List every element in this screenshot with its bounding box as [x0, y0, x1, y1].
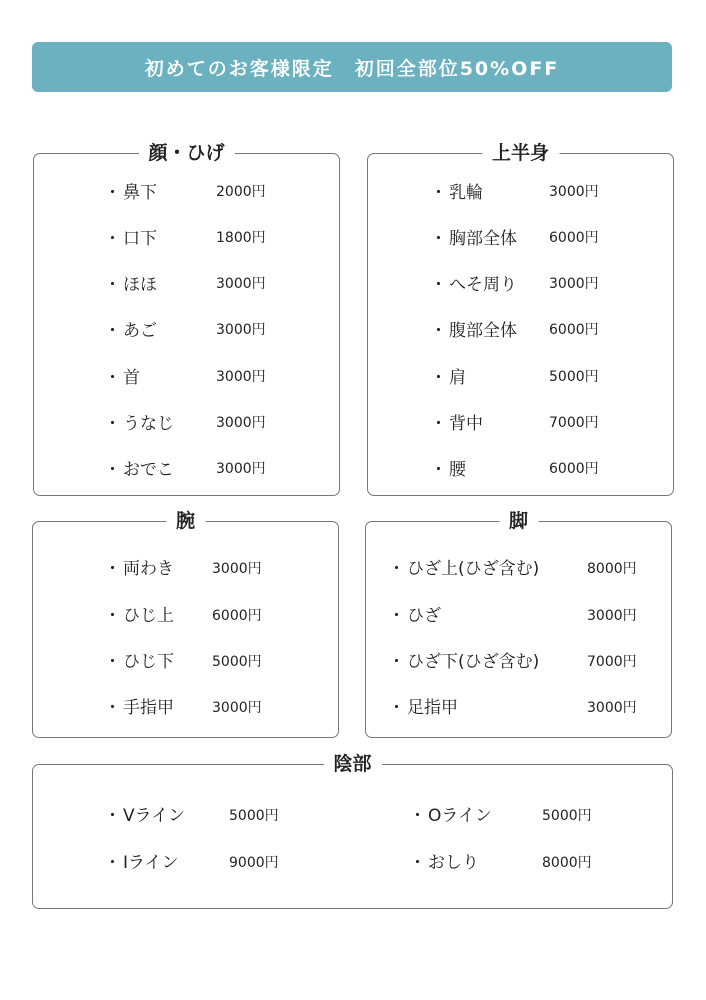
item-price: 3000円 [216, 415, 266, 431]
item-price: 7000円 [587, 654, 637, 670]
bullet: ・ [409, 853, 426, 873]
item-name: ひざ [407, 606, 441, 626]
bullet: ・ [104, 275, 121, 295]
list-item [104, 409, 174, 434]
list-item [430, 178, 483, 203]
bullet: ・ [104, 606, 121, 626]
item-name: ひざ上(ひざ含む) [407, 559, 540, 579]
list-item [409, 801, 492, 826]
item-name: 両わき [123, 559, 174, 579]
item-name: Oライン [428, 806, 492, 826]
item-name: Vライン [123, 806, 186, 826]
item-price: 1800円 [216, 230, 266, 246]
item-price: 3000円 [587, 700, 637, 716]
item-name: 肩 [449, 368, 466, 388]
item-price: 3000円 [549, 276, 599, 292]
list-item [430, 224, 517, 249]
item-price: 5000円 [549, 369, 599, 385]
item-price: 7000円 [549, 415, 599, 431]
section-title-leg: 脚 [499, 509, 538, 533]
bullet: ・ [430, 460, 447, 480]
section-upper-body [367, 142, 674, 496]
bullet: ・ [104, 698, 121, 718]
list-item [388, 693, 458, 718]
item-price: 2000円 [216, 184, 266, 200]
item-name: 腰 [449, 460, 466, 480]
item-name: 腹部全体 [449, 321, 517, 341]
bullet: ・ [409, 806, 426, 826]
bullet: ・ [430, 321, 447, 341]
item-name: へそ周り [449, 275, 517, 295]
list-item [104, 363, 140, 388]
item-price: 3000円 [212, 700, 262, 716]
list-item [104, 178, 157, 203]
bullet: ・ [104, 321, 121, 341]
item-price: 3000円 [212, 561, 262, 577]
list-item [430, 270, 517, 295]
item-price: 6000円 [549, 322, 599, 338]
list-item [388, 601, 441, 626]
bullet: ・ [104, 414, 121, 434]
section-face [33, 142, 340, 496]
item-name: うなじ [123, 414, 174, 434]
section-title-face: 顔・ひげ [138, 141, 234, 165]
bullet: ・ [104, 853, 121, 873]
list-item [104, 455, 174, 480]
list-item [104, 693, 174, 718]
list-item [388, 554, 539, 579]
bullet: ・ [430, 275, 447, 295]
list-item [104, 270, 157, 295]
item-name: 胸部全体 [449, 229, 517, 249]
item-name: 足指甲 [407, 698, 458, 718]
bullet: ・ [388, 652, 405, 672]
section-leg [365, 510, 672, 738]
bullet: ・ [104, 559, 121, 579]
list-item [104, 647, 174, 672]
section-arm [32, 510, 339, 738]
item-name: 首 [123, 368, 140, 388]
bullet: ・ [104, 652, 121, 672]
bullet: ・ [104, 806, 121, 826]
promo-banner: 初めてのお客様限定 初回全部位50%OFF [32, 42, 672, 92]
item-price: 8000円 [542, 855, 592, 871]
item-name: おでこ [123, 460, 174, 480]
item-name: 乳輪 [449, 183, 483, 203]
item-price: 3000円 [216, 461, 266, 477]
list-item [104, 848, 179, 873]
list-item [104, 316, 157, 341]
bullet: ・ [104, 368, 121, 388]
section-title-arm: 腕 [166, 509, 205, 533]
list-item [430, 455, 466, 480]
item-name: ほほ [123, 275, 157, 295]
item-name: あご [123, 321, 157, 341]
item-price: 5000円 [229, 808, 279, 824]
item-name: 鼻下 [123, 183, 157, 203]
item-price: 3000円 [216, 322, 266, 338]
item-name: 背中 [449, 414, 483, 434]
bullet: ・ [104, 460, 121, 480]
item-price: 8000円 [587, 561, 637, 577]
item-price: 3000円 [549, 184, 599, 200]
item-name: ひじ上 [123, 606, 174, 626]
section-vio [32, 753, 673, 909]
bullet: ・ [104, 229, 121, 249]
bullet: ・ [388, 559, 405, 579]
list-item [409, 848, 479, 873]
list-item [104, 601, 174, 626]
bullet: ・ [430, 229, 447, 249]
section-title-vio: 陰部 [323, 752, 381, 776]
item-name: 手指甲 [123, 698, 174, 718]
list-item [430, 409, 483, 434]
item-price: 6000円 [549, 230, 599, 246]
section-title-upper-body: 上半身 [482, 141, 559, 165]
item-price: 5000円 [212, 654, 262, 670]
item-name: 口下 [123, 229, 157, 249]
list-item [430, 316, 517, 341]
item-name: ひざ下(ひざ含む) [407, 652, 540, 672]
item-price: 6000円 [212, 608, 262, 624]
item-price: 9000円 [229, 855, 279, 871]
item-price: 3000円 [587, 608, 637, 624]
bullet: ・ [430, 368, 447, 388]
item-name: Iライン [123, 853, 179, 873]
bullet: ・ [430, 414, 447, 434]
list-item [104, 224, 157, 249]
bullet: ・ [430, 183, 447, 203]
item-price: 6000円 [549, 461, 599, 477]
item-name: ひじ下 [123, 652, 174, 672]
item-name: おしり [428, 853, 479, 873]
item-price: 3000円 [216, 369, 266, 385]
bullet: ・ [388, 698, 405, 718]
bullet: ・ [388, 606, 405, 626]
list-item [430, 363, 466, 388]
bullet: ・ [104, 183, 121, 203]
item-price: 3000円 [216, 276, 266, 292]
list-item [104, 554, 174, 579]
list-item [388, 647, 539, 672]
item-price: 5000円 [542, 808, 592, 824]
list-item [104, 801, 185, 826]
